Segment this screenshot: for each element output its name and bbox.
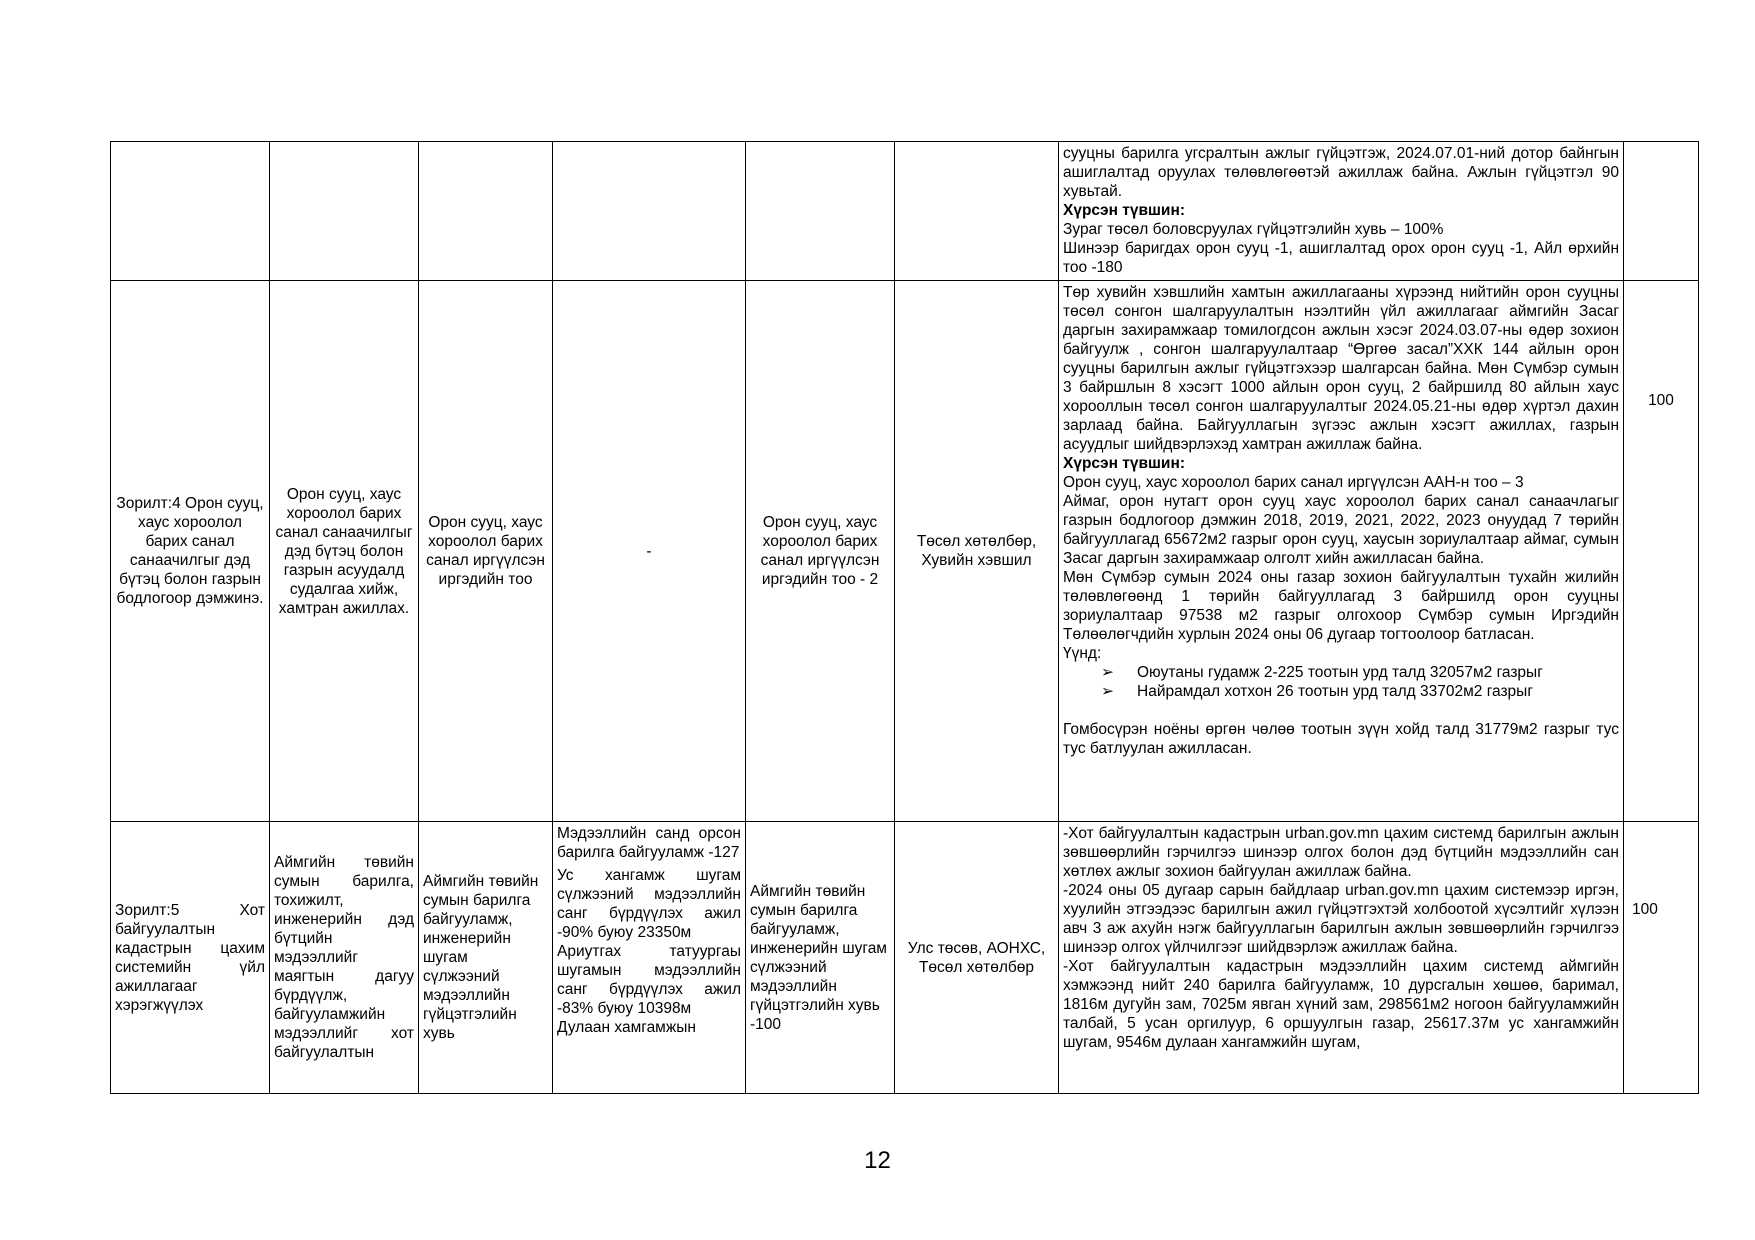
spacer [1063,701,1619,720]
report-paragraph: -Хот байгуулалтын кадастрын мэдээллийн цахим системд аймгийн хэмжээнд нийт 240 барилга байгууламж, 10 дурсгалын хөшөө, баримал, 1816м дугуйн зам, 7025м явган хүний зам, 298561м2 ногоон байгууламжийн талбай, 5 усан оргилуур, 6 оршуулгын газар, 25617.37м ус хангамжийн шугам, 9546м дулаан хангамжийн шугам, [1063,958,1619,1051]
arrow-bullet-icon: ➢ [1101,683,1114,700]
report-paragraph: Шинээр баригдах орон сууц -1, ашиглалтад орох орон сууц -1, Айл өрхийн тоо -180 [1063,240,1619,276]
baseline-item: Мэдээллийн санд орсон барилга байгууламж -127 [557,825,741,861]
list-item-text: Найрамдал хотхон 26 тоотын урд талд 33702м2 газрыг [1137,683,1533,700]
page-number: 12 [864,1147,891,1174]
score-cell: 100 [1624,822,1699,1094]
report-paragraph: Мөн Сүмбэр сумын 2024 оны газар зохион байгуулалтын тухайн жилийн төлөвлөгөөнд 1 төрийн байгууллагад 3 байршилд орон сууцны зориулалтаар 97538 м2 газрыг олгохоор Сүмбэр сумын Иргэдийн Төлөөлөгчдийн хурлын 2024 оны 06 дугаар тогтоолоор батласан. [1063,569,1619,643]
goal-cell [111,142,270,281]
baseline-item: Ус хангамж шугам сүлжээний мэдээллийн санг бүрдүүлэх ажил -90% буюу 23350м [557,867,741,941]
table-row [111,281,1699,822]
report-cell [1059,822,1624,1094]
report-paragraph: Үүнд: [1063,645,1102,662]
report-paragraph: Гомбосүрэн ноёны өргөн чөлөө тоотын зүүн хойд талд 31779м2 газрыг тус тус батлуулан ажилласан. [1063,721,1619,757]
achieved-level-heading: Хүрсэн түвшин: [1063,202,1185,219]
action-cell: Орон сууц, хаус хороолол барих санал санаачилгыг дэд бүтэц болон газрын асуудалд судалгаа хийж, хамтран ажиллах. [270,281,419,822]
target-cell: Орон сууц, хаус хороолол барих санал иргүүлсэн иргэдийн тоо - 2 [746,281,895,822]
report-paragraph: Аймаг, орон нутагт орон сууц хаус хороолол барих санал санаачлагыг газрын бодлогоор дэмжин 2018, 2019, 2021, 2022, 2023 онуудад 7 төрийн байгууллагад 65672м2 газрыг орон сууц, хаусын зориулалтаар аймаг, сумын Засаг даргын захирамжаар олголт хийн ажилласан байна. [1063,493,1619,567]
baseline-cell [553,822,746,1094]
report-paragraph: Зураг төсөл боловсруулах гүйцэтгэлийн хувь – 100% [1063,221,1444,238]
baseline-item: Дулаан хамгамжын [557,1019,696,1036]
report-paragraph: -2024 оны 05 дугаар сарын байдлаар urban.gov.mn цахим системээр иргэн, хуулийн этгээдээс барилгын ажил гүйцэтгэхтэй холбоотой хүсэлтийг хүлээн авч 3 аж ахуйн нэгж байгууллагын барилгын ажлын зөвшөөрлийн гэрчилгээ шинээр олгох үйлчилгээг шийдвэрлэж ажиллаж байна. [1063,882,1619,956]
table-row [111,142,1699,281]
report-paragraph: -Хот байгуулалтын кадастрын urban.gov.mn цахим системд барилгын ажлын зөвшөөрлийн гэрчилгээ шинээр олгох болон дэд бүтцийн мэдээллийн сан хөтлөх ажлыг зохион байгуулан ажиллаж байна. [1063,825,1619,880]
funding-cell [895,142,1059,281]
list-item [1063,663,1619,682]
report-cell [1059,281,1624,822]
list-item [1063,682,1619,701]
score-cell: 100 [1624,281,1699,822]
baseline-item: Ариутгах татуургаы шугамын мэдээллийн санг бүрдүүлэх ажил -83% буюу 10398м [557,943,741,1017]
list-item-text: Оюутаны гудамж 2-225 тоотын урд талд 32057м2 газрыг [1137,664,1543,681]
plan-table [110,141,1699,1094]
indicator-cell [419,142,553,281]
indicator-cell: Аймгийн төвийн сумын барилга байгууламж, инженерийн шугам сүлжээний мэдээллийн гүйцэтгэлийн хувь [419,822,553,1094]
table-row [111,822,1699,1094]
baseline-cell [553,142,746,281]
score-cell [1624,142,1699,281]
achieved-level-heading: Хүрсэн түвшин: [1063,455,1185,472]
report-paragraph: сууцны барилга угсралтын ажлыг гүйцэтгэж, 2024.07.01-ний дотор байнгын ашиглалтад оруулах төлөвлөгөөтэй ажиллаж байна. Ажлын гүйцэтгэл 90 хувьтай. [1063,145,1619,200]
goal-cell: Зорилт:4 Орон сууц, хаус хороолол барих санал санаачилгыг дэд бүтэц болон газрын бодлогоор дэмжинэ. [111,281,270,822]
action-cell [270,142,419,281]
action-cell: Аймгийн төвийн сумын барилга, тохижилт, инженерийн дэд бүтцийн мэдээллийг маягтын дагуу бүрдүүлж, байгууламжийн мэдээллийг хот байгуулалтын [270,822,419,1094]
report-paragraph: Төр хувийн хэвшлийн хамтын ажиллагааны хүрээнд нийтийн орон сууцны төсөл сонгон шалгаруулалтын нээлтийн үйл ажиллагааг аймгийн Засаг даргын захирамжаар томилогдсон ажлын хэсэг 2024.03.07-ны өдөр зохион байгуулж , сонгон шалгаруулалтаар “Өргөө засал”ХХК 144 айлын орон сууцны барилгын ажлыг гүйцэтгэхээр шалгарсан байна. Мөн Сүмбэр сумын 3 байршлын 8 хэсэгт 1000 айлын орон сууц, 2 байршилд 80 айлын хаус хорооллын төсөл сонгон шалгаруулалтыг 2024.05.21-ны өдөр хүртэл дахин зарлаад байна. Байгууллагын зүгээс ажлын хэсэгт ажиллах, газрын асуудлыг шийдвэрлэхэд хамтран ажиллаж байна. [1063,284,1619,453]
report-paragraph: Орон сууц, хаус хороолол барих санал иргүүлсэн ААН-н тоо – 3 [1063,474,1524,491]
target-cell: Аймгийн төвийн сумын барилга байгууламж, инженерийн шугам сүлжээний мэдээллийн гүйцэтгэлийн хувь -100 [746,822,895,1094]
report-cell [1059,142,1624,281]
funding-cell: Улс төсөв, АОНХС, Төсөл хөтөлбөр [895,822,1059,1094]
baseline-cell: - [553,281,746,822]
funding-cell: Төсөл хөтөлбөр, Хувийн хэвшил [895,281,1059,822]
arrow-bullet-icon: ➢ [1101,664,1114,681]
indicator-cell: Орон сууц, хаус хороолол барих санал иргүүлсэн иргэдийн тоо [419,281,553,822]
target-cell [746,142,895,281]
goal-cell: Зорилт:5 Хот байгуулалтын кадастрын цахим системийн үйл ажиллагааг хэрэгжүүлэх [111,822,270,1094]
